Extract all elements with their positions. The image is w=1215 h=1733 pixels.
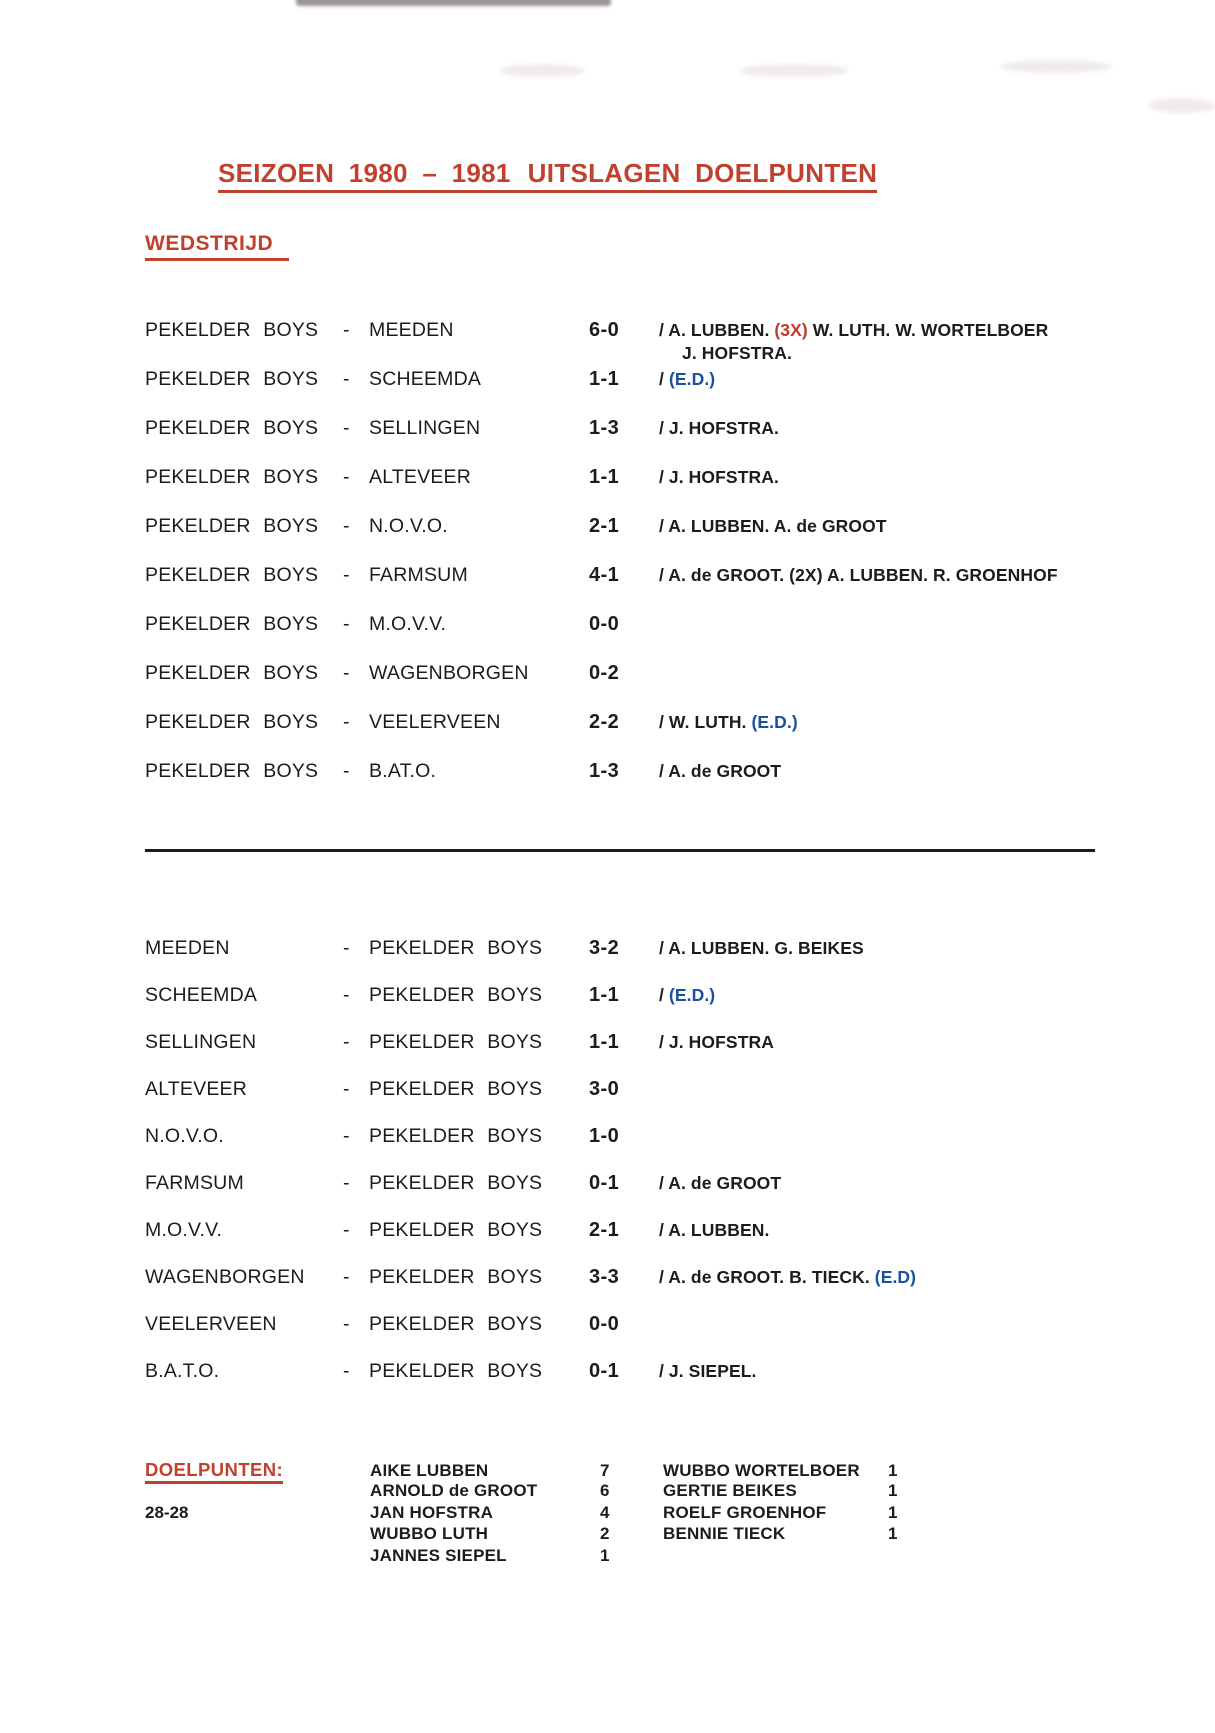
scorer-goals-col1: 7 bbox=[600, 1461, 610, 1480]
away-team: PEKELDER BOYS bbox=[369, 1219, 543, 1241]
away-team: ALTEVEER bbox=[369, 466, 472, 488]
dash-separator: - bbox=[343, 417, 350, 439]
note-accent: (E.D) bbox=[874, 1267, 917, 1287]
note-text: / A. LUBBEN. bbox=[659, 320, 775, 340]
scorers-note bbox=[659, 515, 1175, 538]
away-team: SELLINGEN bbox=[369, 417, 481, 439]
scorers-note bbox=[659, 760, 1175, 783]
doelpunten-row bbox=[145, 1524, 1155, 1546]
home-team: PEKELDER BOYS bbox=[145, 319, 319, 341]
dash-separator: - bbox=[343, 319, 350, 341]
scorer-name-col2: BENNIE TIECK bbox=[663, 1524, 786, 1544]
score: 1-3 bbox=[589, 760, 620, 782]
doelpunten-section bbox=[145, 1459, 1155, 1568]
note-accent: (3X) bbox=[774, 320, 808, 340]
home-team: MEEDEN bbox=[145, 937, 230, 959]
scorer-goals-col2: 1 bbox=[888, 1461, 898, 1480]
dash-separator: - bbox=[343, 368, 350, 390]
scorer-goals-col1: 4 bbox=[600, 1502, 610, 1522]
match-row bbox=[145, 515, 1175, 538]
scorer-goals-col2: 1 bbox=[888, 1524, 898, 1544]
match-row bbox=[145, 466, 1175, 489]
scorer-name-col2: GERTIE BEIKES bbox=[663, 1480, 797, 1500]
dash-separator: - bbox=[343, 1360, 350, 1382]
scorer-goals-col1: 2 bbox=[600, 1524, 610, 1544]
home-team: PEKELDER BOYS bbox=[145, 711, 319, 733]
score: 6-0 bbox=[589, 319, 620, 341]
note-text: / A. de GROOT bbox=[659, 761, 782, 781]
scorers-note bbox=[659, 937, 1175, 960]
home-team: FARMSUM bbox=[145, 1172, 244, 1194]
doelpunten-row bbox=[145, 1481, 1155, 1503]
home-team: B.A.T.O. bbox=[145, 1360, 220, 1382]
dash-separator: - bbox=[343, 937, 350, 959]
dash-separator: - bbox=[343, 1031, 350, 1053]
note-text: / A. de GROOT. B. TIECK. bbox=[659, 1267, 875, 1287]
away-team: MEEDEN bbox=[369, 319, 454, 341]
score: 4-1 bbox=[589, 564, 620, 586]
match-row bbox=[145, 368, 1175, 391]
doelpunten-label-cell bbox=[145, 1459, 370, 1481]
note-text: / bbox=[659, 369, 669, 389]
away-team: PEKELDER BOYS bbox=[369, 1172, 543, 1194]
home-team: VEELERVEEN bbox=[145, 1313, 277, 1335]
away-team: B.AT.O. bbox=[369, 760, 437, 782]
home-team: PEKELDER BOYS bbox=[145, 613, 319, 635]
scorer-name-col1: AIKE LUBBEN bbox=[370, 1461, 489, 1480]
scorers-note bbox=[659, 1172, 1175, 1195]
home-team: PEKELDER BOYS bbox=[145, 564, 319, 586]
match-row bbox=[145, 937, 1175, 960]
page-title-season: SEIZOEN 1980 – 1981 bbox=[218, 158, 511, 188]
dash-separator: - bbox=[343, 1172, 350, 1194]
score: 0-0 bbox=[589, 1313, 620, 1335]
note-text: / A. de GROOT. (2X) A. LUBBEN. R. GROENHOF bbox=[659, 565, 1058, 585]
dash-separator: - bbox=[343, 466, 350, 488]
away-team: PEKELDER BOYS bbox=[369, 1266, 543, 1288]
match-row bbox=[145, 564, 1175, 587]
match-row bbox=[145, 1078, 1175, 1101]
match-row bbox=[145, 1031, 1175, 1054]
match-row bbox=[145, 984, 1175, 1007]
score: 2-1 bbox=[589, 515, 620, 537]
doelpunten-label: DOELPUNTEN: bbox=[145, 1459, 283, 1484]
score: 2-1 bbox=[589, 1219, 620, 1241]
home-team: PEKELDER BOYS bbox=[145, 662, 319, 684]
home-team: WAGENBORGEN bbox=[145, 1266, 305, 1288]
scan-artifact bbox=[1148, 98, 1215, 113]
score: 1-1 bbox=[589, 984, 620, 1006]
note-text: / bbox=[659, 985, 669, 1005]
away-team: PEKELDER BOYS bbox=[369, 1313, 543, 1335]
scan-artifact bbox=[296, 0, 611, 6]
note-accent: (E.D.) bbox=[668, 369, 716, 389]
score: 2-2 bbox=[589, 711, 620, 733]
note-line2: J. HOFSTRA. bbox=[682, 343, 792, 363]
page-title bbox=[218, 160, 877, 193]
scorer-name-col2: ROELF GROENHOF bbox=[663, 1502, 827, 1522]
home-team: PEKELDER BOYS bbox=[145, 466, 319, 488]
score: 0-2 bbox=[589, 662, 620, 684]
score: 1-1 bbox=[589, 368, 620, 390]
scorers-note bbox=[659, 417, 1175, 440]
scorer-name-col2: WUBBO WORTELBOER bbox=[663, 1461, 860, 1480]
score: 0-1 bbox=[589, 1360, 620, 1382]
scorers-note bbox=[659, 984, 1175, 1007]
scorers-note bbox=[659, 1266, 1175, 1289]
page-title-subject: UITSLAGEN DOELPUNTEN bbox=[527, 158, 878, 188]
away-team: N.O.V.O. bbox=[369, 515, 448, 537]
scorer-name-col1: WUBBO LUTH bbox=[370, 1524, 489, 1544]
note-text: / A. LUBBEN. G. BEIKES bbox=[659, 938, 864, 958]
note-text: / A. de GROOT bbox=[659, 1173, 782, 1193]
note-text: / J. HOFSTRA. bbox=[659, 418, 779, 438]
dash-separator: - bbox=[343, 515, 350, 537]
away-team: FARMSUM bbox=[369, 564, 468, 586]
section-divider bbox=[145, 849, 1095, 852]
dash-separator: - bbox=[343, 1078, 350, 1100]
scorers-note bbox=[659, 564, 1175, 587]
score: 0-0 bbox=[589, 613, 620, 635]
score: 1-1 bbox=[589, 1031, 620, 1053]
score: 3-3 bbox=[589, 1266, 620, 1288]
note-text: / W. LUTH. bbox=[659, 712, 752, 732]
home-team: PEKELDER BOYS bbox=[145, 515, 319, 537]
away-team: PEKELDER BOYS bbox=[369, 984, 543, 1006]
home-team: SCHEEMDA bbox=[145, 984, 258, 1006]
scorers-note bbox=[659, 711, 1175, 734]
scorer-goals-col2: 1 bbox=[888, 1502, 898, 1522]
score: 1-0 bbox=[589, 1125, 620, 1147]
home-team: N.O.V.O. bbox=[145, 1125, 224, 1147]
scan-artifact bbox=[500, 64, 585, 77]
home-team: ALTEVEER bbox=[145, 1078, 248, 1100]
match-row bbox=[145, 319, 1175, 365]
dash-separator: - bbox=[343, 613, 350, 635]
note-text: / A. LUBBEN. bbox=[659, 1220, 770, 1240]
scan-artifact bbox=[1000, 60, 1112, 73]
doelpunten-label-cell bbox=[145, 1503, 370, 1523]
away-team: PEKELDER BOYS bbox=[369, 1125, 543, 1147]
away-team: VEELERVEEN bbox=[369, 711, 501, 733]
match-row bbox=[145, 1313, 1175, 1336]
score: 3-2 bbox=[589, 937, 620, 959]
score: 1-3 bbox=[589, 417, 620, 439]
note-accent: (E.D.) bbox=[668, 985, 716, 1005]
scorer-goals-col2: 1 bbox=[888, 1480, 898, 1500]
scorer-name-col1: JAN HOFSTRA bbox=[370, 1502, 494, 1522]
home-team: SELLINGEN bbox=[145, 1031, 257, 1053]
dash-separator: - bbox=[343, 984, 350, 1006]
home-team: M.O.V.V. bbox=[145, 1219, 223, 1241]
note-text: / J. HOFSTRA bbox=[659, 1032, 774, 1052]
note-text: / J. HOFSTRA. bbox=[659, 467, 779, 487]
home-team: PEKELDER BOYS bbox=[145, 760, 319, 782]
dash-separator: - bbox=[343, 564, 350, 586]
match-row bbox=[145, 417, 1175, 440]
away-team: SCHEEMDA bbox=[369, 368, 482, 390]
note-text: / J. SIEPEL. bbox=[659, 1361, 757, 1381]
match-row bbox=[145, 1172, 1175, 1195]
dash-separator: - bbox=[343, 711, 350, 733]
match-row bbox=[145, 1125, 1175, 1148]
doelpunten-row bbox=[145, 1546, 1155, 1568]
dash-separator: - bbox=[343, 662, 350, 684]
match-row bbox=[145, 1266, 1175, 1289]
scorers-note bbox=[659, 319, 1175, 365]
dash-separator: - bbox=[343, 1313, 350, 1335]
scan-artifact bbox=[740, 64, 848, 77]
scorers-note bbox=[659, 1031, 1175, 1054]
away-team: PEKELDER BOYS bbox=[369, 937, 543, 959]
doelpunten-row bbox=[145, 1503, 1155, 1525]
dash-separator: - bbox=[343, 760, 350, 782]
scorer-name-col1: JANNES SIEPEL bbox=[370, 1546, 507, 1566]
scorers-note bbox=[659, 368, 1175, 391]
score: 3-0 bbox=[589, 1078, 620, 1100]
score: 0-1 bbox=[589, 1172, 620, 1194]
section-heading-wedstrijd: WEDSTRIJD bbox=[145, 233, 289, 261]
match-row bbox=[145, 760, 1175, 783]
scorer-goals-col1: 6 bbox=[600, 1480, 610, 1500]
note-accent: (E.D.) bbox=[751, 712, 798, 732]
note-text: / A. LUBBEN. A. de GROOT bbox=[659, 516, 887, 536]
away-team: M.O.V.V. bbox=[369, 613, 447, 635]
match-row bbox=[145, 1219, 1175, 1242]
scorers-note bbox=[659, 1219, 1175, 1242]
home-team: PEKELDER BOYS bbox=[145, 417, 319, 439]
dash-separator: - bbox=[343, 1125, 350, 1147]
scorers-note bbox=[659, 1360, 1175, 1383]
scorer-name-col1: ARNOLD de GROOT bbox=[370, 1480, 538, 1500]
match-row bbox=[145, 711, 1175, 734]
dash-separator: - bbox=[343, 1266, 350, 1288]
match-row bbox=[145, 1360, 1175, 1383]
away-team: WAGENBORGEN bbox=[369, 662, 529, 684]
dash-separator: - bbox=[343, 1219, 350, 1241]
scorer-goals-col1: 1 bbox=[600, 1546, 610, 1566]
away-team: PEKELDER BOYS bbox=[369, 1360, 543, 1382]
doelpunten-label: 28-28 bbox=[145, 1502, 189, 1522]
home-team: PEKELDER BOYS bbox=[145, 368, 319, 390]
scorers-note bbox=[659, 466, 1175, 489]
score: 1-1 bbox=[589, 466, 620, 488]
away-team: PEKELDER BOYS bbox=[369, 1031, 543, 1053]
match-row bbox=[145, 662, 1175, 685]
doelpunten-row bbox=[145, 1459, 1155, 1481]
match-row bbox=[145, 613, 1175, 636]
note-text-2: W. LUTH. W. WORTELBOER bbox=[807, 320, 1049, 340]
away-team: PEKELDER BOYS bbox=[369, 1078, 543, 1100]
